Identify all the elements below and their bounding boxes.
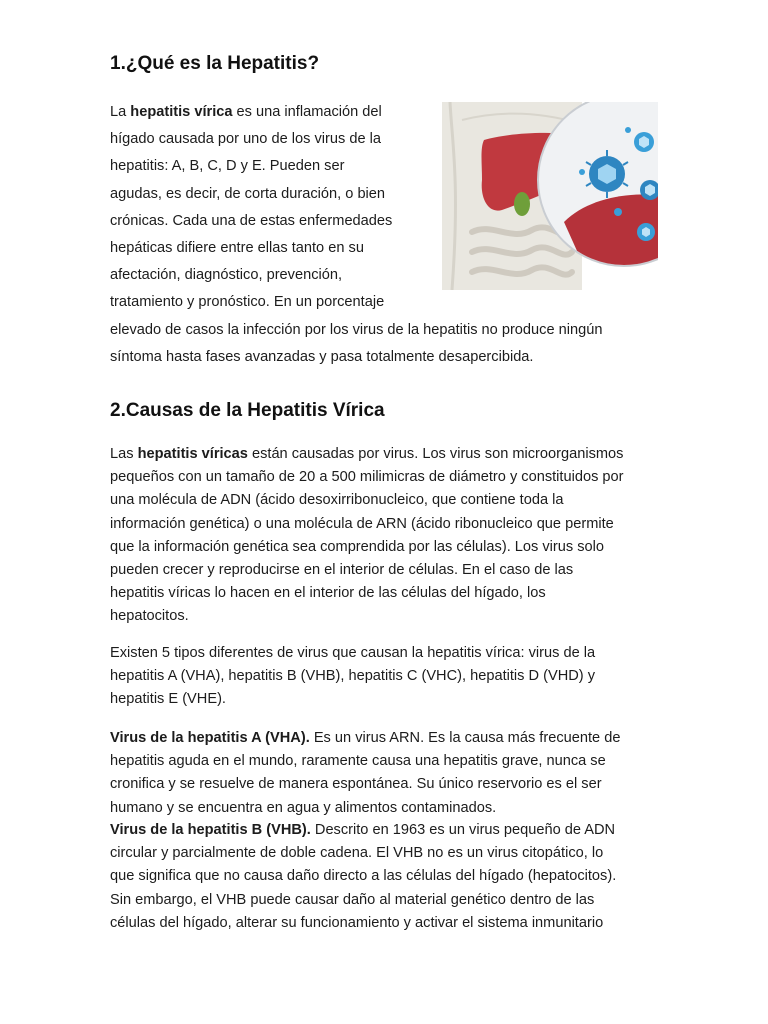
text-line: tratamiento y pronóstico. En un porcentaje [110, 294, 385, 311]
text-line: agudas, es decir, de corta duración, o bien [110, 185, 386, 202]
vhb-paragraph [110, 819, 666, 935]
bold-term: Virus de la hepatitis B (VHB). [110, 822, 311, 838]
text-line [110, 443, 662, 466]
section-2-title: 2.Causas de la Hepatitis Vírica [110, 400, 385, 421]
text-line: que la información genética sea comprendida por las células). Los virus solo [110, 538, 605, 555]
text-line: Sin embargo, el VHB puede causar daño al material genético dentro de las [110, 891, 595, 908]
text-line: hepatocitos. [110, 608, 189, 625]
text-line: humano y se encuentra en agua y alimentos contaminados. [110, 799, 497, 816]
bold-term: hepatitis víricas [137, 446, 248, 462]
text-line [110, 727, 666, 750]
line-text: están causadas por virus. Los virus son microorganismos [247, 446, 624, 462]
text-line: afectación, diagnóstico, prevención, [110, 267, 343, 284]
line-text: Es un virus ARN. Es la causa más frecuente de [309, 730, 621, 746]
line-text: La [110, 104, 131, 120]
line-text: Descrito en 1963 es un virus pequeño de ADN [310, 822, 616, 838]
line-text: es una inflamación del [232, 104, 382, 120]
text-line: circular y parcialmente de doble cadena. El VHB no es un virus citopático, lo [110, 845, 604, 862]
text-line: pequeños con un tamaño de 20 a 500 milimicras de diámetro y constituidos por [110, 469, 624, 486]
text-line: Existen 5 tipos diferentes de virus que causan la hepatitis vírica: virus de la [110, 645, 596, 661]
text-line: crónicas. Cada una de estas enfermedades [110, 212, 393, 229]
text-line: elevado de casos la infección por los virus de la hepatitis no produce ningún [110, 321, 603, 338]
text-line [110, 99, 650, 126]
text-line: que significa que no causa daño directo a las células del hígado (hepatocitos). [110, 868, 617, 885]
text-line: hepatitis E (VHE). [110, 691, 226, 708]
bold-term: hepatitis vírica [130, 104, 233, 120]
text-line: hepatitis A (VHA), hepatitis B (VHB), hepatitis C (VHC), hepatitis D (VHD) y [110, 668, 595, 685]
text-line: pueden crecer y reproducirse en el interior de células. En el caso de las [110, 562, 574, 579]
text-line: células del hígado, alterar su funcionamiento y activar el sistema inmunitario [110, 914, 604, 931]
intro-paragraph [110, 99, 650, 371]
text-line [110, 819, 666, 842]
text-line: una molécula de ADN (ácido desoxirribonucleico, que contiene toda la [110, 492, 564, 509]
text-line: hepáticas difiere entre ellas tanto en su [110, 240, 364, 257]
bold-term: Virus de la hepatitis A (VHA). [110, 730, 310, 746]
text-line: hepatitis: A, B, C, D y E. Pueden ser [110, 158, 345, 175]
line-text: Las [110, 446, 138, 462]
section-1-title: 1.¿Qué es la Hepatitis? [110, 53, 320, 74]
causes-paragraph [110, 443, 662, 629]
text-line: información genética) o una molécula de ARN (ácido ribonucleico que permite [110, 515, 614, 532]
text-line: hepatitis aguda en el mundo, raramente causa una hepatitis grave, nunca se [110, 753, 606, 770]
text-line: cronifica y se resuelve de manera espontánea. Su único reservorio es el ser [110, 776, 602, 793]
text-line: hepatitis víricas lo hacen en el interior de las células del hígado, los [110, 585, 546, 602]
text-line: síntoma hasta fases avanzadas y pasa totalmente desapercibida. [110, 348, 534, 365]
vha-paragraph [110, 727, 666, 820]
types-paragraph [110, 642, 662, 712]
text-line: hígado causada por uno de los virus de la [110, 131, 381, 148]
